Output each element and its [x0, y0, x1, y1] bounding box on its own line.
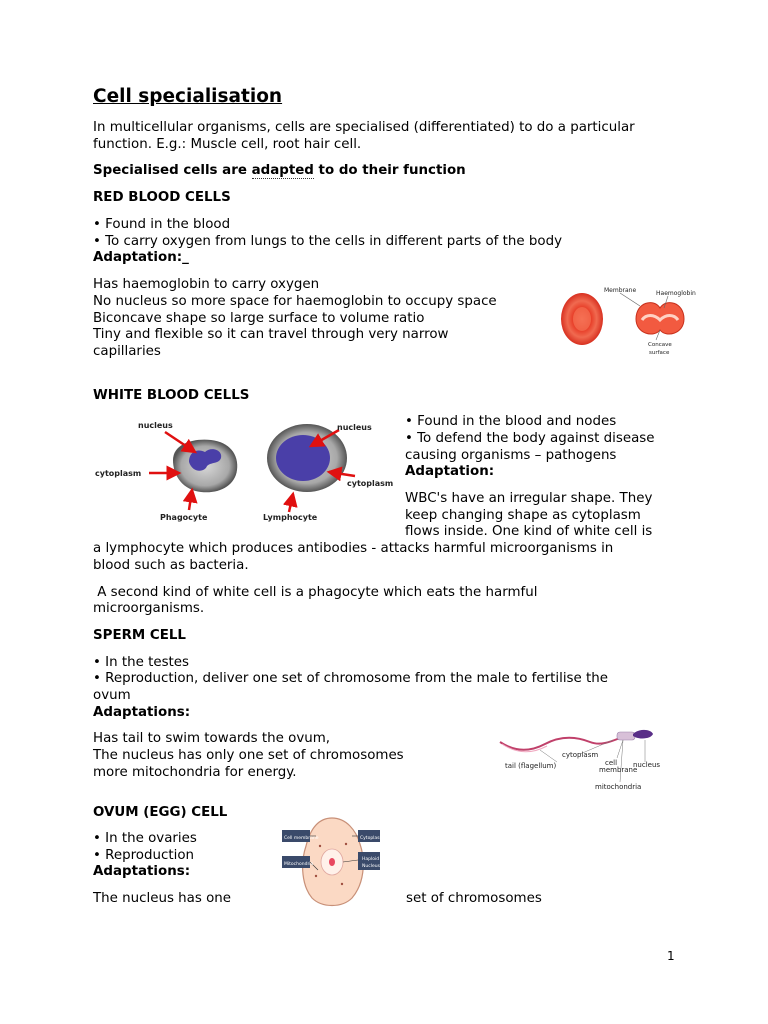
wbc-para1-line-2: keep changing shape as cytoplasm	[405, 508, 641, 523]
wbc-para2-line-1: A second kind of white cell is a phagocyte which eats the harmful	[93, 585, 538, 600]
page-title: Cell specialisation	[93, 86, 283, 107]
ovum-adaptation-label: Adaptations:	[93, 864, 191, 879]
sperm-midpiece	[617, 732, 635, 740]
sperm-label-cytoplasm: cytoplasm	[562, 751, 599, 759]
rbc-label-surface: surface	[649, 350, 670, 356]
wbc-label-cytoplasm-left: cytoplasm	[95, 469, 142, 478]
wbc-label-nucleus-right: nucleus	[337, 423, 372, 432]
sperm-adaptation-label: Adaptations:	[93, 705, 191, 720]
rbc-label-haemoglobin: Haemoglobin	[656, 290, 696, 297]
sperm-bullet-2-cont: ovum	[93, 688, 131, 703]
wbc-bullet-2: • To defend the body against disease	[405, 431, 655, 446]
red-blood-cell-diagram	[556, 284, 696, 360]
wbc-para1-line-5: blood such as bacteria.	[93, 558, 249, 573]
sperm-bullet-2: • Reproduction, deliver one set of chromosome from the male to fertilise the	[93, 671, 609, 686]
page-number: 1	[667, 949, 675, 963]
ovum-label-mitochondria: Mitochondria	[284, 862, 314, 867]
ovum-label-nucleus: Nucleus	[362, 864, 380, 869]
wbc-para1-line-3: flows inside. One kind of white cell is	[405, 524, 653, 539]
ovum-bullet-1: • In the ovaries	[93, 831, 197, 846]
ovum-label-cell-membrane: Cell membrane	[284, 836, 319, 841]
sperm-line-2: The nucleus has only one set of chromosomes	[93, 748, 404, 763]
ovum-cell-diagram	[280, 814, 384, 910]
sperm-label-mitochondria: mitochondria	[595, 783, 642, 791]
rbc-label-membrane: Membrane	[604, 287, 637, 294]
ovum-line-right: set of chromosomes	[406, 891, 542, 906]
ovum-label-haploid: Haploid	[362, 857, 380, 862]
rbc-adaptation-label: Adaptation:_	[93, 250, 189, 265]
sperm-tail	[500, 738, 620, 750]
rbc-line-4: Tiny and flexible so it can travel through very narrow	[93, 327, 449, 342]
ovum-label-cytoplasm: Cytoplasm	[360, 836, 384, 841]
sperm-heading: SPERM CELL	[93, 628, 186, 643]
intro-line-1: In multicellular organisms, cells are specialised (differentiated) to do a particular	[93, 120, 635, 135]
wbc-label-cytoplasm-right: cytoplasm	[347, 479, 394, 488]
sperm-line-3: more mitochondria for energy.	[93, 765, 297, 780]
wbc-label-nucleus-left: nucleus	[138, 421, 173, 430]
sperm-label-membrane: membrane	[599, 766, 638, 774]
wbc-adaptation-label: Adaptation:	[405, 464, 495, 479]
white-blood-cell-diagram	[93, 414, 398, 526]
wbc-bullet-2-cont: causing organisms – pathogens	[405, 448, 617, 463]
sperm-bullet-1: • In the testes	[93, 655, 190, 670]
adapted-post: to do their function	[313, 163, 466, 178]
ovum-heading: OVUM (EGG) CELL	[93, 805, 228, 820]
sperm-cell-diagram	[495, 722, 675, 794]
rbc-line-2: No nucleus so more space for haemoglobin to occupy space	[93, 294, 497, 309]
rbc-line-5: capillaries	[93, 344, 161, 359]
rbc-line-3: Biconcave shape so large surface to volume ratio	[93, 311, 425, 326]
sperm-label-cell: cell	[605, 759, 618, 767]
ovum-bullet-2: • Reproduction	[93, 848, 194, 863]
wbc-heading: WHITE BLOOD CELLS	[93, 388, 250, 403]
intro-line-2: function. E.g.: Muscle cell, root hair cell.	[93, 137, 362, 152]
lymphocyte-nucleus	[276, 435, 330, 481]
adapted-word: adapted	[251, 163, 314, 178]
adapted-pre: Specialised cells are	[93, 163, 252, 178]
sperm-label-nucleus: nucleus	[633, 761, 661, 769]
wbc-label-phagocyte: Phagocyte	[160, 513, 208, 522]
ovum-line-left: The nucleus has one	[93, 891, 232, 906]
wbc-para2-line-2: microorganisms.	[93, 601, 205, 616]
rbc-bullet-2: • To carry oxygen from lungs to the cells in different parts of the body	[93, 234, 562, 249]
rbc-line-1: Has haemoglobin to carry oxygen	[93, 277, 320, 292]
rbc-heading: RED BLOOD CELLS	[93, 190, 231, 205]
rbc-label-concave: Concave	[648, 342, 672, 348]
wbc-bullet-1: • Found in the blood and nodes	[405, 414, 617, 429]
sperm-label-tail: tail (flagellum)	[505, 762, 557, 770]
wbc-para1-line-1: WBC's have an irregular shape. They	[405, 491, 653, 506]
rbc-bullet-1: • Found in the blood	[93, 217, 231, 232]
sperm-line-1: Has tail to swim towards the ovum,	[93, 731, 331, 746]
sperm-head	[633, 730, 653, 739]
adapted-statement	[93, 162, 466, 179]
wbc-label-lymphocyte: Lymphocyte	[263, 513, 318, 522]
wbc-para1-line-4: a lymphocyte which produces antibodies - attacks harmful microorganisms in	[93, 541, 614, 556]
